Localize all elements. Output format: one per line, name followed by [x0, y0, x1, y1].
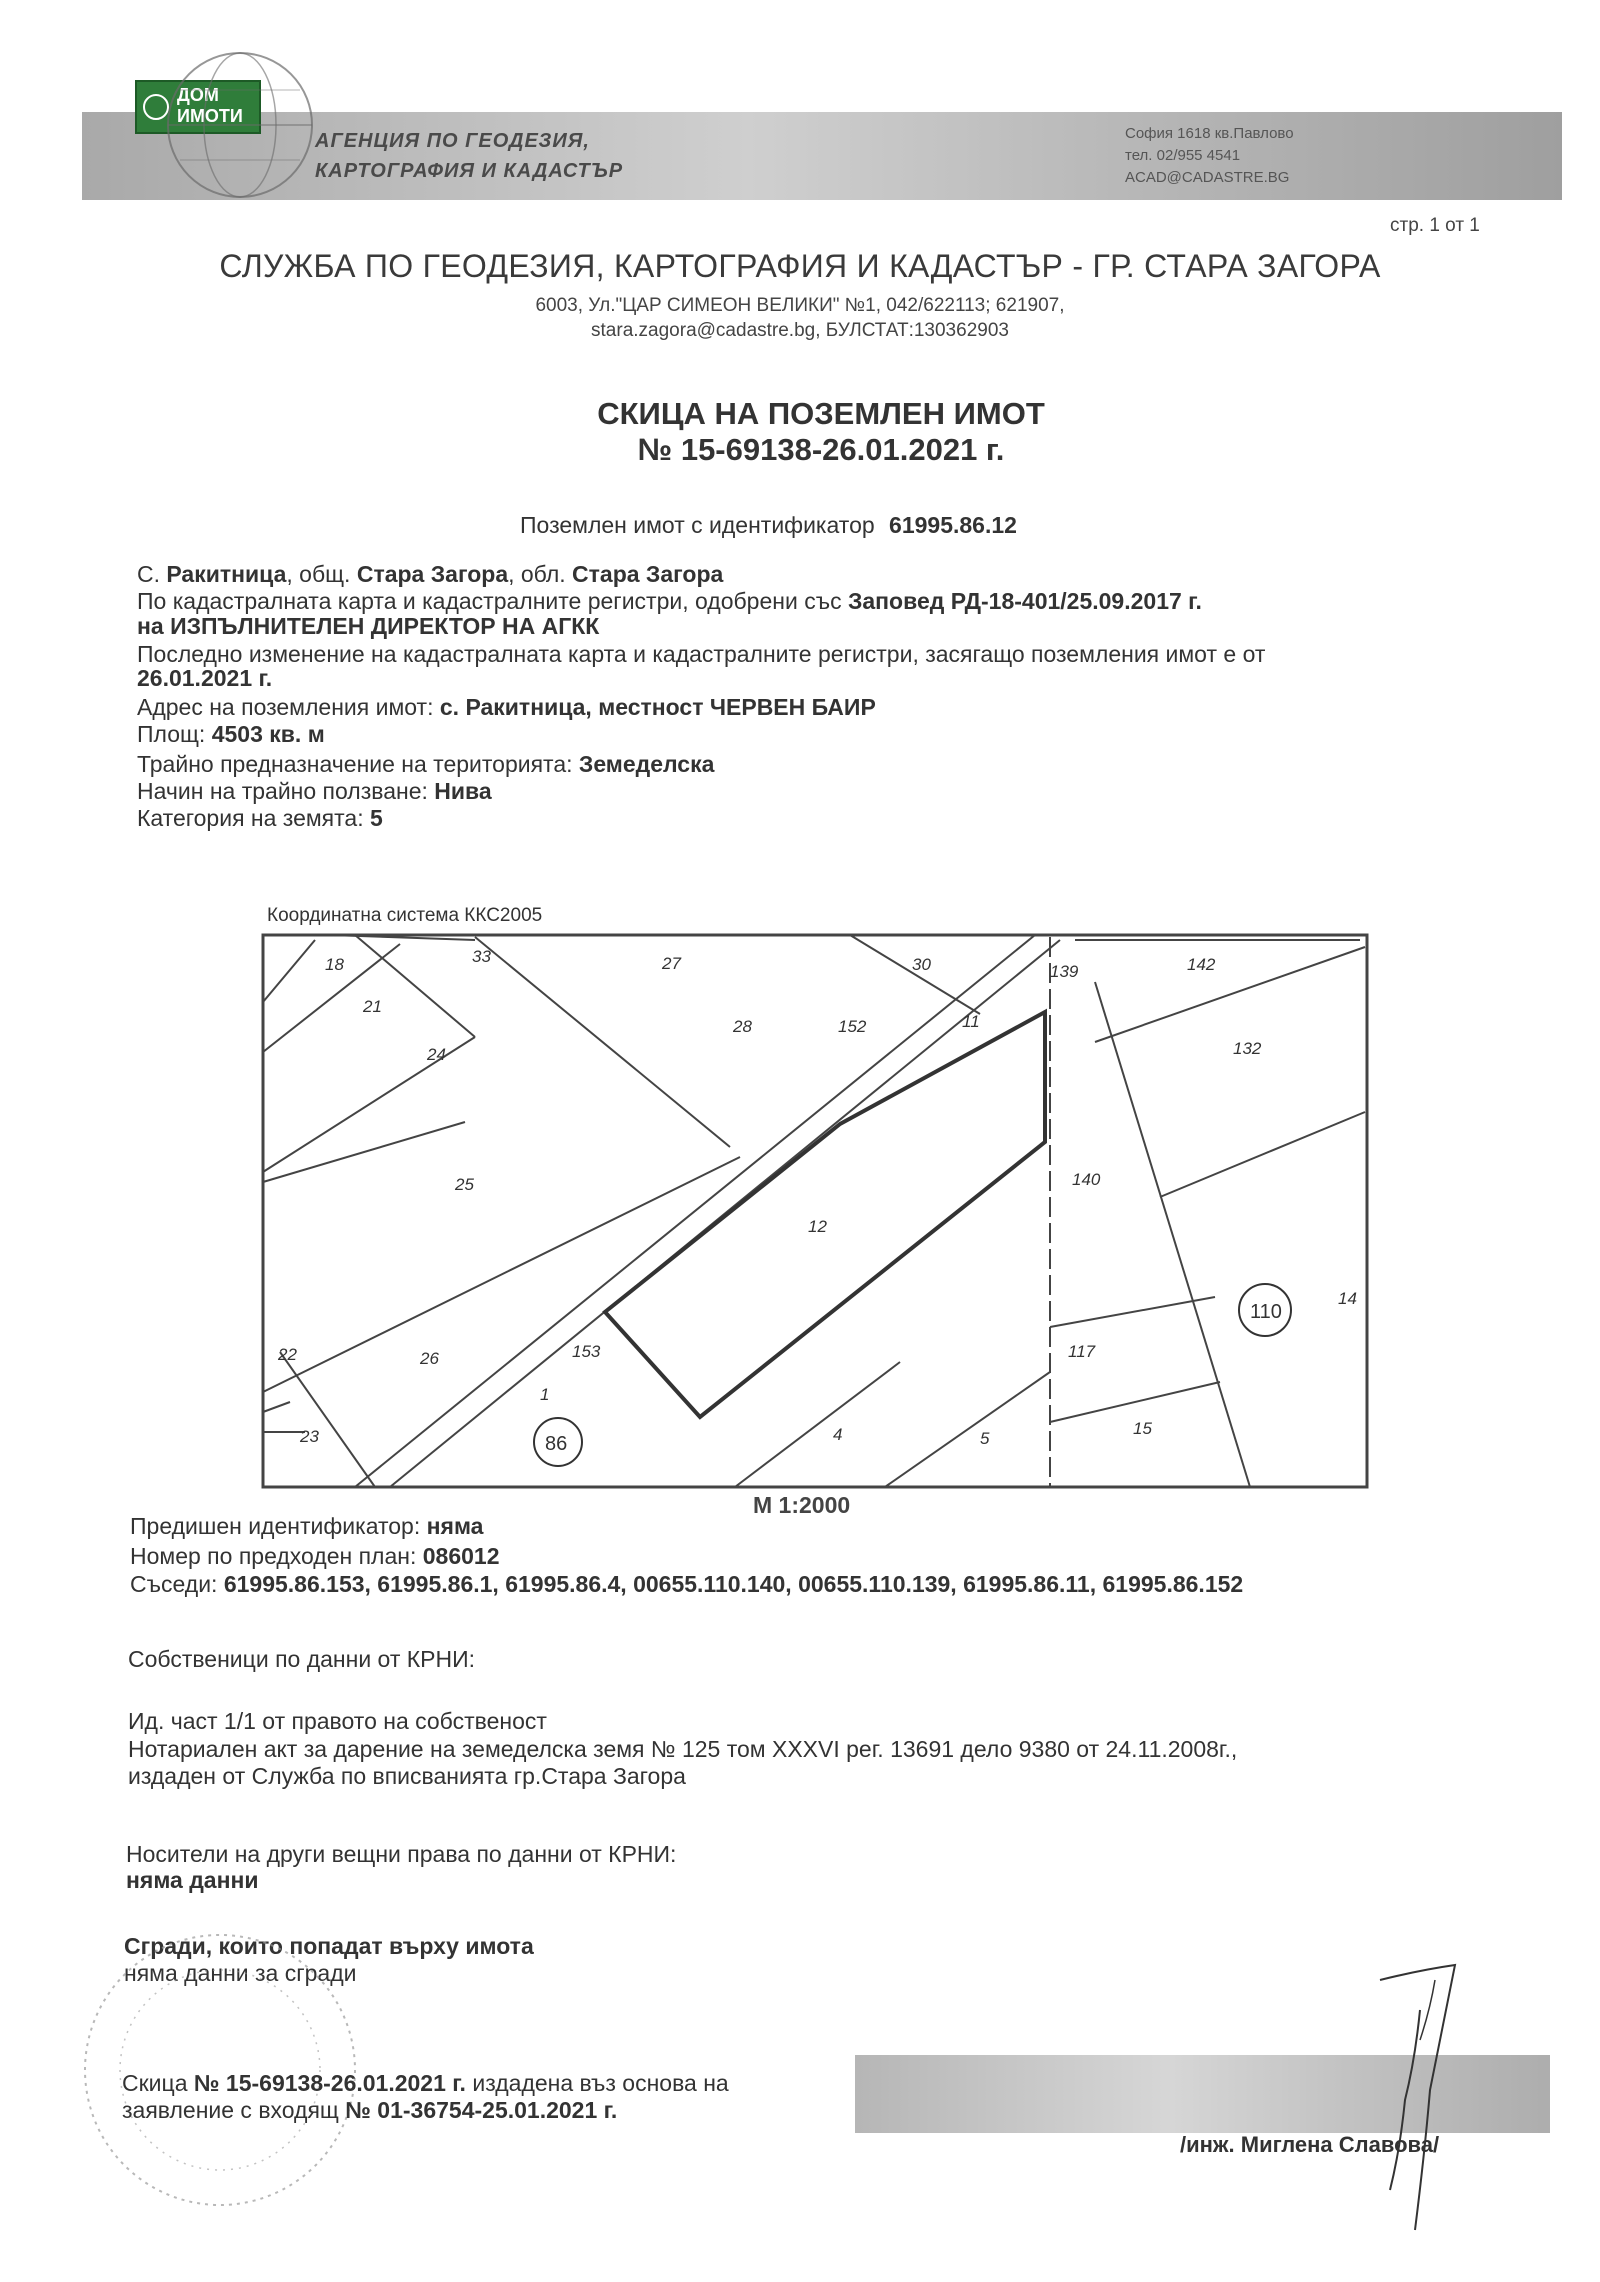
boundary-line [735, 1362, 900, 1487]
approval-line: По кадастралната карта и кадастралните регистри, одобрени със Заповед РД-18-401/25.09.2017 г. [137, 588, 1202, 614]
road-line [355, 935, 1035, 1487]
map-frame [263, 935, 1367, 1487]
area-value: 4503 кв. м [211, 721, 325, 747]
agency-contact-line2: тел. 02/955 4541 [1125, 147, 1241, 164]
parcel-label: 27 [662, 954, 681, 973]
prev-plan-value: 086012 [422, 1543, 500, 1569]
identifier-value: 61995.86.12 [889, 512, 1017, 538]
parcel-label: 25 [455, 1175, 474, 1194]
parcel-label: 24 [427, 1045, 446, 1064]
agency-name-line1: АГЕНЦИЯ ПО ГЕОДЕЗИЯ, [315, 130, 590, 152]
logo-line1: ДОМ [177, 85, 219, 105]
boundary-line [475, 937, 730, 1147]
agency-name-line2: КАРТОГРАФИЯ И КАДАСТЪР [315, 160, 624, 182]
boundary-line [1050, 1297, 1215, 1327]
parcel-label: 110 [1250, 1301, 1282, 1323]
parcel-label: 15 [1133, 1419, 1152, 1438]
boundary-line [1160, 1112, 1365, 1197]
parcel-label: 86 [545, 1433, 568, 1455]
details [130, 1512, 1550, 1622]
purpose-value: Земеделска [578, 751, 715, 777]
prev-id-line: Предишен идентификатор: няма [130, 1513, 484, 1539]
parcel-label: 12 [808, 1217, 827, 1236]
signatory-name: /инж. Миглена Славова/ [1180, 2132, 1440, 2157]
cadastral-map [260, 932, 1370, 1492]
area-line: Площ: 4503 кв. м [137, 721, 325, 747]
region: Стара Загора [572, 561, 724, 587]
parcel-label: 4 [833, 1425, 843, 1444]
parcel-label: 14 [1338, 1289, 1357, 1308]
address-line: Адрес на поземления имот: с. Ракитница, местност ЧЕРВЕН БАИР [137, 694, 876, 720]
buildings-heading: Сгради, които попадат върху имота [124, 1933, 534, 1959]
neighbors-value: 61995.86.153, 61995.86.1, 61995.86.4, 00655.110.140, 00655.110.139, 61995.86.11, 61995.86.152 [223, 1571, 1244, 1597]
globe-icon [160, 45, 320, 205]
buildings-value: няма данни за сгради [124, 1960, 357, 1986]
parcel-label: 139 [1050, 962, 1079, 981]
neighbors-line: Съседи: 61995.86.153, 61995.86.1, 61995.86.4, 00655.110.140, 00655.110.139, 61995.86.11, 61995.86.152 [130, 1571, 1244, 1597]
address-value: с. Ракитница, местност ЧЕРВЕН БАИР [439, 694, 876, 720]
parcel-label: 30 [912, 955, 931, 974]
office-email: stara.zagora@cadastre.bg, БУЛСТАТ:130362903 [591, 320, 1009, 341]
coordinate-system: Координатна система ККС2005 [267, 905, 543, 926]
location-line: С. Ракитница, общ. Стара Загора, обл. Стара Загора [137, 561, 724, 587]
handwritten-signature [1360, 1950, 1480, 2240]
parcel-label: 142 [1187, 955, 1216, 974]
parcel-label: 28 [733, 1017, 752, 1036]
parcel-label: 21 [363, 997, 382, 1016]
subject-parcel-12 [605, 1012, 1045, 1417]
parcel-label: 33 [472, 947, 491, 966]
approval-authority: на ИЗПЪЛНИТЕЛЕН ДИРЕКТОР НА АГКК [137, 613, 600, 639]
issued-line: Скица № 15-69138-26.01.2021 г. издадена въз основа на [122, 2070, 729, 2096]
parcel-label: 11 [962, 1012, 980, 1031]
parcel-label: 117 [1068, 1342, 1096, 1361]
document-number: № 15-69138-26.01.2021 г. [637, 432, 1005, 467]
office-title: СЛУЖБА ПО ГЕОДЕЗИЯ, КАРТОГРАФИЯ И КАДАСТЪР - ГР. СТАРА ЗАГОРА [219, 248, 1381, 284]
owners-heading: Собственици по данни от КРНИ: [128, 1646, 476, 1672]
other-rights-section [126, 1840, 1126, 1900]
identifier-label: Поземлен имот с идентификатор [520, 512, 875, 538]
parcel-label: 23 [300, 1427, 319, 1446]
village: Ракитница [166, 561, 287, 587]
parcel-label: 1 [540, 1385, 550, 1404]
last-change-text: Последно изменение на кадастралната карта и кадастралните регистри, засягащо поземления имот е от [137, 641, 1266, 667]
category-line: Категория на земята: 5 [137, 805, 383, 831]
parcel-label: 22 [278, 1345, 297, 1364]
parcel-label: 152 [838, 1017, 867, 1036]
property-info [137, 560, 1537, 870]
owners-deed-line1: Нотариален акт за дарение на земеделска земя № 125 том XXXVI рег. 13691 дело 9380 от 24.11.2008г., [128, 1736, 1238, 1762]
boundary-line [263, 1402, 290, 1412]
parcel-label: 153 [572, 1342, 601, 1361]
purpose-line: Трайно предназначение на територията: Земеделска [137, 751, 715, 777]
parcel-label: 132 [1233, 1039, 1262, 1058]
parcel-label: 18 [325, 955, 344, 974]
other-rights-value: няма данни [126, 1867, 259, 1893]
boundary-line [1050, 1382, 1220, 1422]
owners-share: Ид. част 1/1 от правото на собственост [128, 1708, 547, 1734]
document-title: СКИЦА НА ПОЗЕМЛЕН ИМОТ [597, 396, 1045, 431]
application-number: № 01-36754-25.01.2021 г. [345, 2097, 618, 2123]
boundary-line [355, 935, 475, 1037]
boundary-line [1095, 947, 1365, 1042]
usage-value: Нива [434, 778, 492, 804]
parcel-label: 26 [420, 1349, 439, 1368]
parcel-label: 5 [980, 1429, 990, 1448]
boundary-line [280, 1352, 375, 1487]
issued-number: № 15-69138-26.01.2021 г. [193, 2070, 466, 2096]
boundary-line [263, 940, 315, 1002]
boundary-line [885, 1372, 1050, 1487]
owners-deed-line2: издаден от Служба по вписванията гр.Стара Загора [128, 1763, 686, 1789]
last-change-date: 26.01.2021 г. [137, 665, 273, 691]
page-number: стр. 1 от 1 [1390, 215, 1480, 236]
boundary-line [850, 935, 980, 1014]
identifier-line [520, 512, 1017, 539]
office-address: 6003, Ул."ЦАР СИМЕОН ВЕЛИКИ" №1, 042/622113; 621907, [535, 295, 1065, 316]
category-value: 5 [370, 805, 383, 831]
logo-line2: ИМОТИ [177, 106, 243, 126]
agency-contact-line3: ACAD@CADASTRE.BG [1125, 169, 1290, 186]
application-line: заявление с входящ № 01-36754-25.01.2021 г. [122, 2097, 618, 2123]
municipality: Стара Загора [356, 561, 509, 587]
prev-plan-line: Номер по предходен план: 086012 [130, 1543, 500, 1569]
approval-order: Заповед РД-18-401/25.09.2017 г. [847, 588, 1202, 614]
boundary-line [263, 1157, 740, 1392]
owners-section [128, 1645, 1548, 1815]
other-rights-heading: Носители на други вещни права по данни от КРНИ: [126, 1841, 677, 1867]
prev-id-value: няма [426, 1513, 484, 1539]
boundary-line [1095, 982, 1250, 1487]
agency-contact-line1: София 1618 кв.Павлово [1125, 125, 1294, 142]
map-scale: М 1:2000 [753, 1492, 851, 1518]
parcel-label: 140 [1072, 1170, 1101, 1189]
usage-line: Начин на трайно ползване: Нива [137, 778, 492, 804]
